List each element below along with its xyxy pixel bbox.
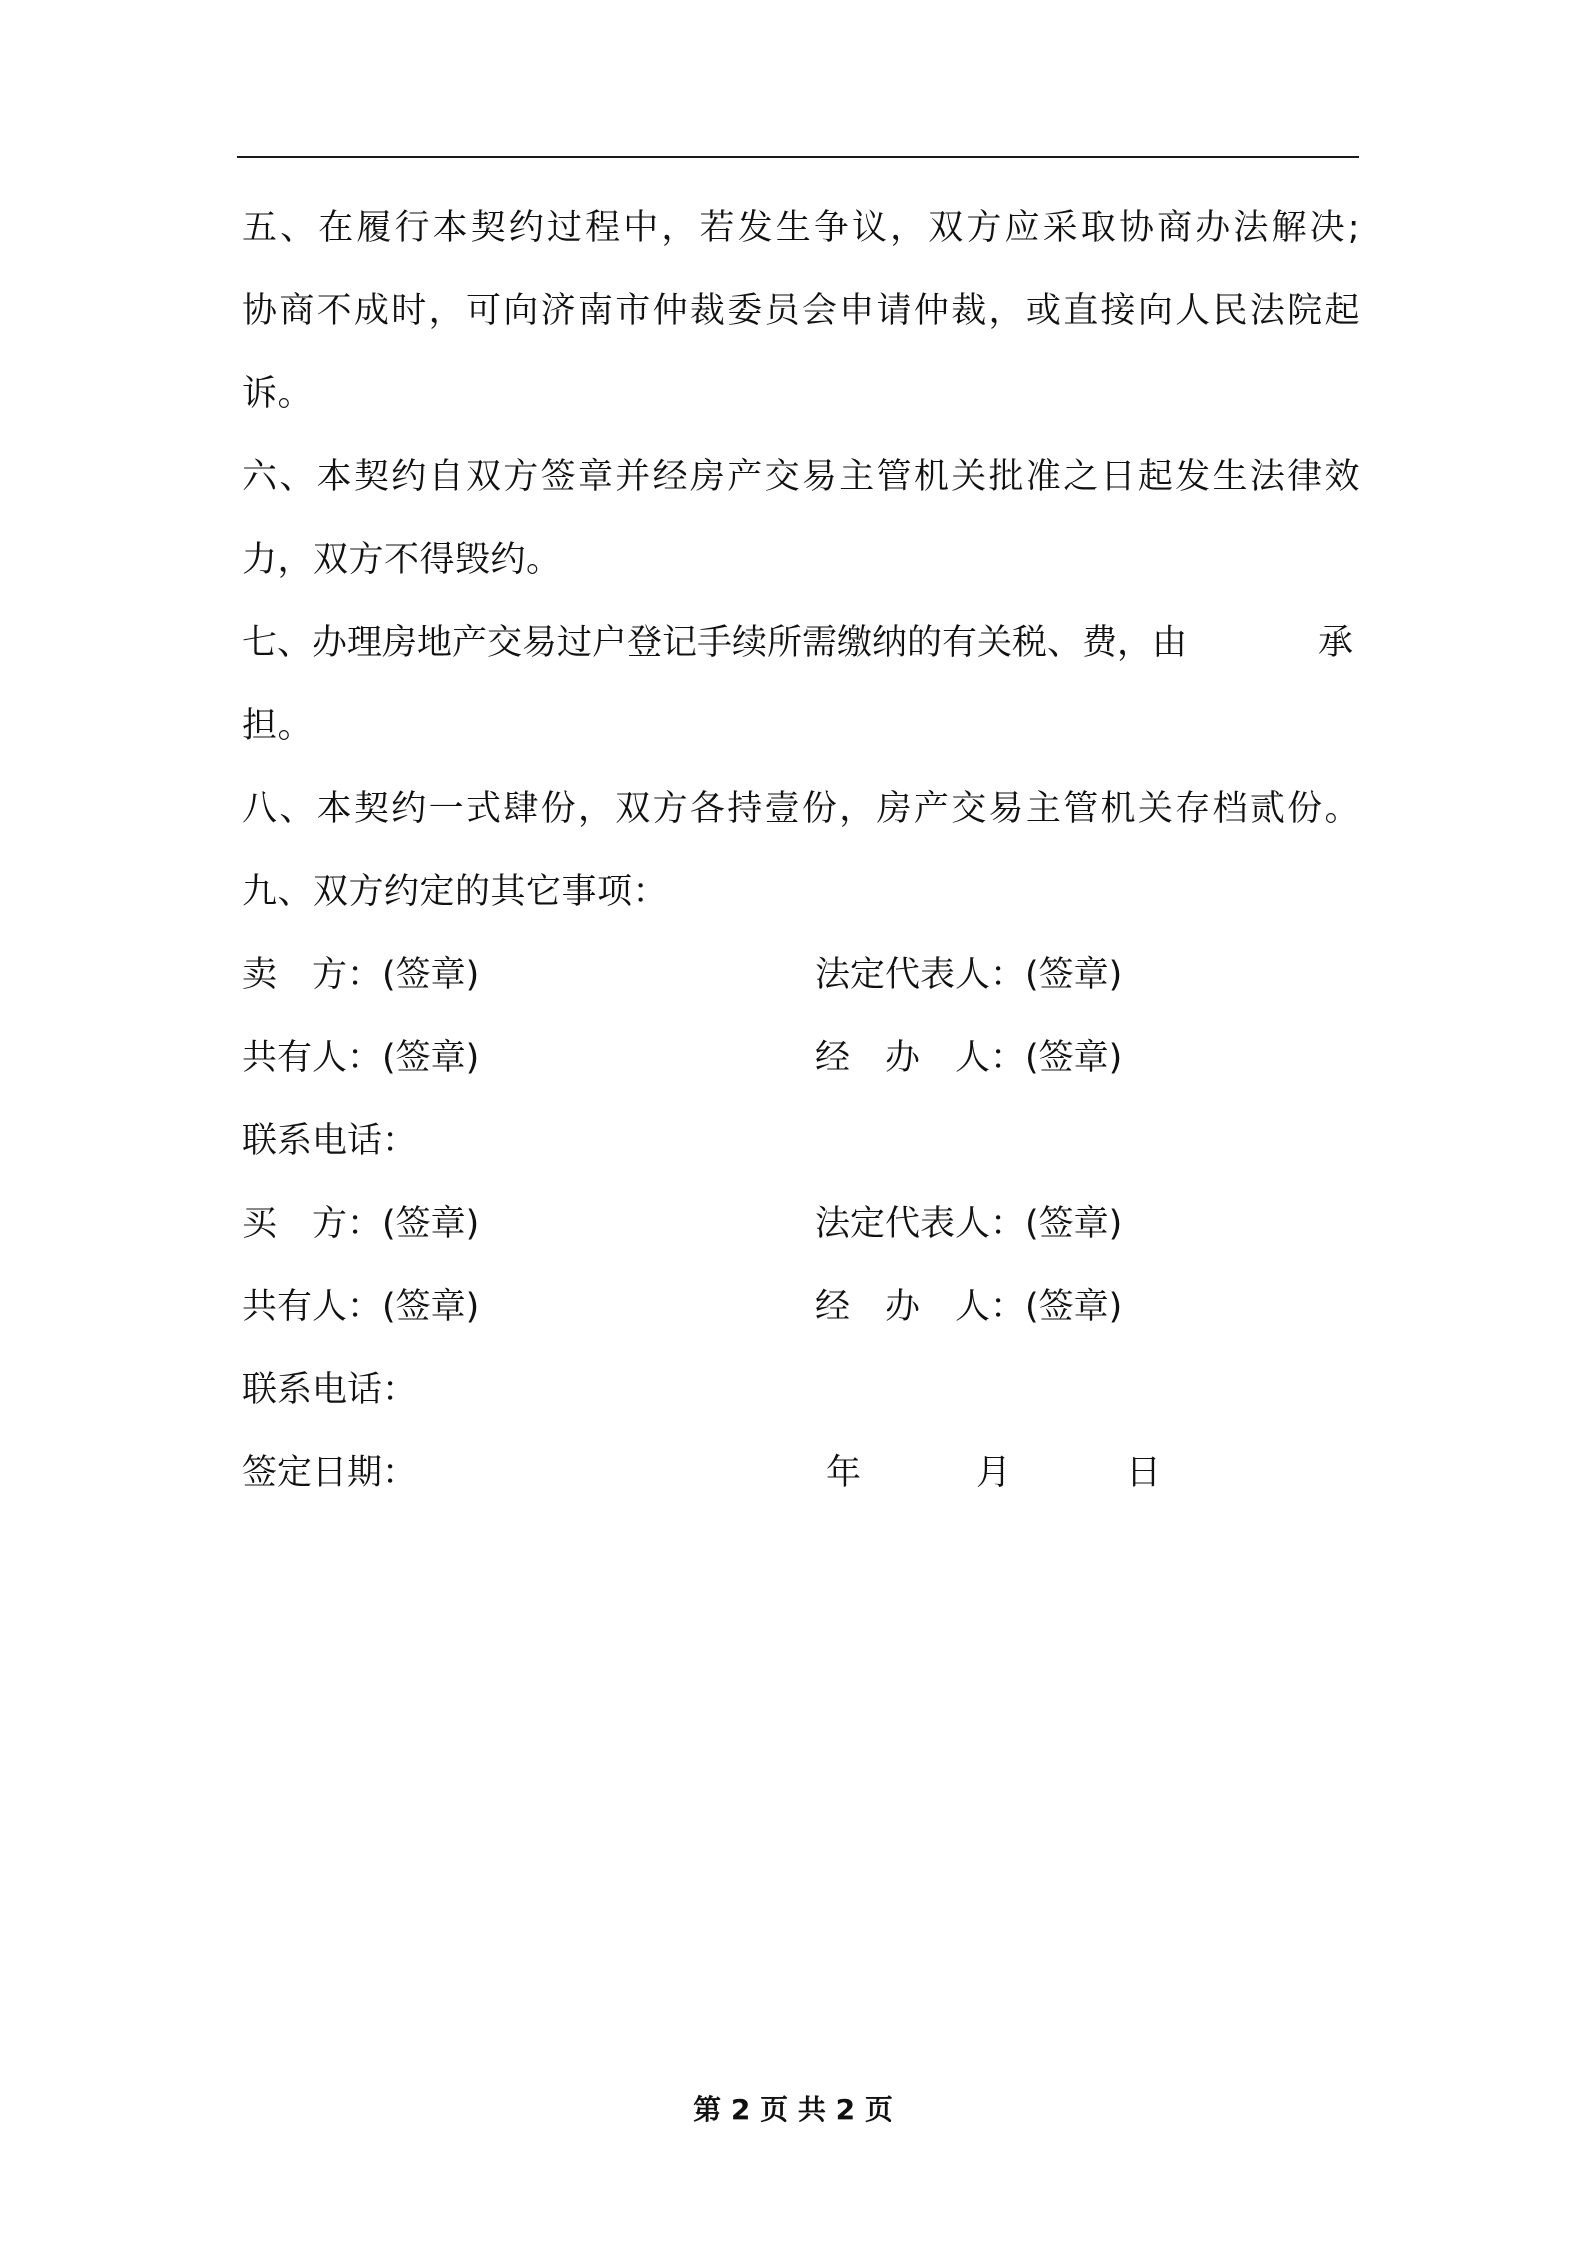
signing-date-label: 签定日期： — [242, 1453, 418, 1493]
clause-5-line-2: 协商不成时，可向济南市仲裁委员会申请仲裁，或直接向人民法院起 — [242, 291, 1360, 331]
clause-7-line-1: 七、办理房地产交易过户登记手续所需缴纳的有关税、费，由 — [242, 623, 1188, 663]
clause-6-line-1: 六、本契约自双方签章并经房产交易主管机关批准之日起发生法律效 — [242, 457, 1360, 497]
buyer-co-owner-signature: 共有人：(签章) — [242, 1287, 480, 1327]
header-rule — [237, 156, 1359, 158]
buyer-party-signature: 买 方：(签章) — [242, 1204, 480, 1244]
seller-co-owner-signature: 共有人：(签章) — [242, 1038, 480, 1078]
clause-9-line-1: 九、双方约定的其它事项： — [242, 872, 669, 912]
buyer-legal-rep-signature: 法定代表人：(签章) — [815, 1204, 1123, 1244]
buyer-phone: 联系电话： — [242, 1370, 418, 1410]
signing-date-month: 月 — [976, 1453, 1012, 1493]
clause-6-line-2: 力，双方不得毁约。 — [242, 540, 562, 580]
buyer-agent-signature: 经 办 人：(签章) — [815, 1287, 1123, 1327]
clause-8-line-1: 八、本契约一式肆份，双方各持壹份，房产交易主管机关存档贰份。 — [242, 789, 1360, 829]
seller-party-signature: 卖 方：(签章) — [242, 955, 480, 995]
clause-7-blank-suffix: 承 — [1318, 623, 1354, 663]
seller-legal-rep-signature: 法定代表人：(签章) — [815, 955, 1123, 995]
page-number-footer: 第 2 页 共 2 页 — [693, 2093, 893, 2126]
signing-date-year: 年 — [826, 1453, 862, 1493]
clause-7-line-2: 担。 — [242, 706, 314, 746]
clause-5-line-1: 五、在履行本契约过程中，若发生争议，双方应采取协商办法解决; — [242, 208, 1360, 248]
clause-5-line-3: 诉。 — [242, 374, 314, 414]
seller-agent-signature: 经 办 人：(签章) — [815, 1038, 1123, 1078]
signing-date-day: 日 — [1126, 1453, 1162, 1493]
seller-phone: 联系电话： — [242, 1121, 418, 1161]
